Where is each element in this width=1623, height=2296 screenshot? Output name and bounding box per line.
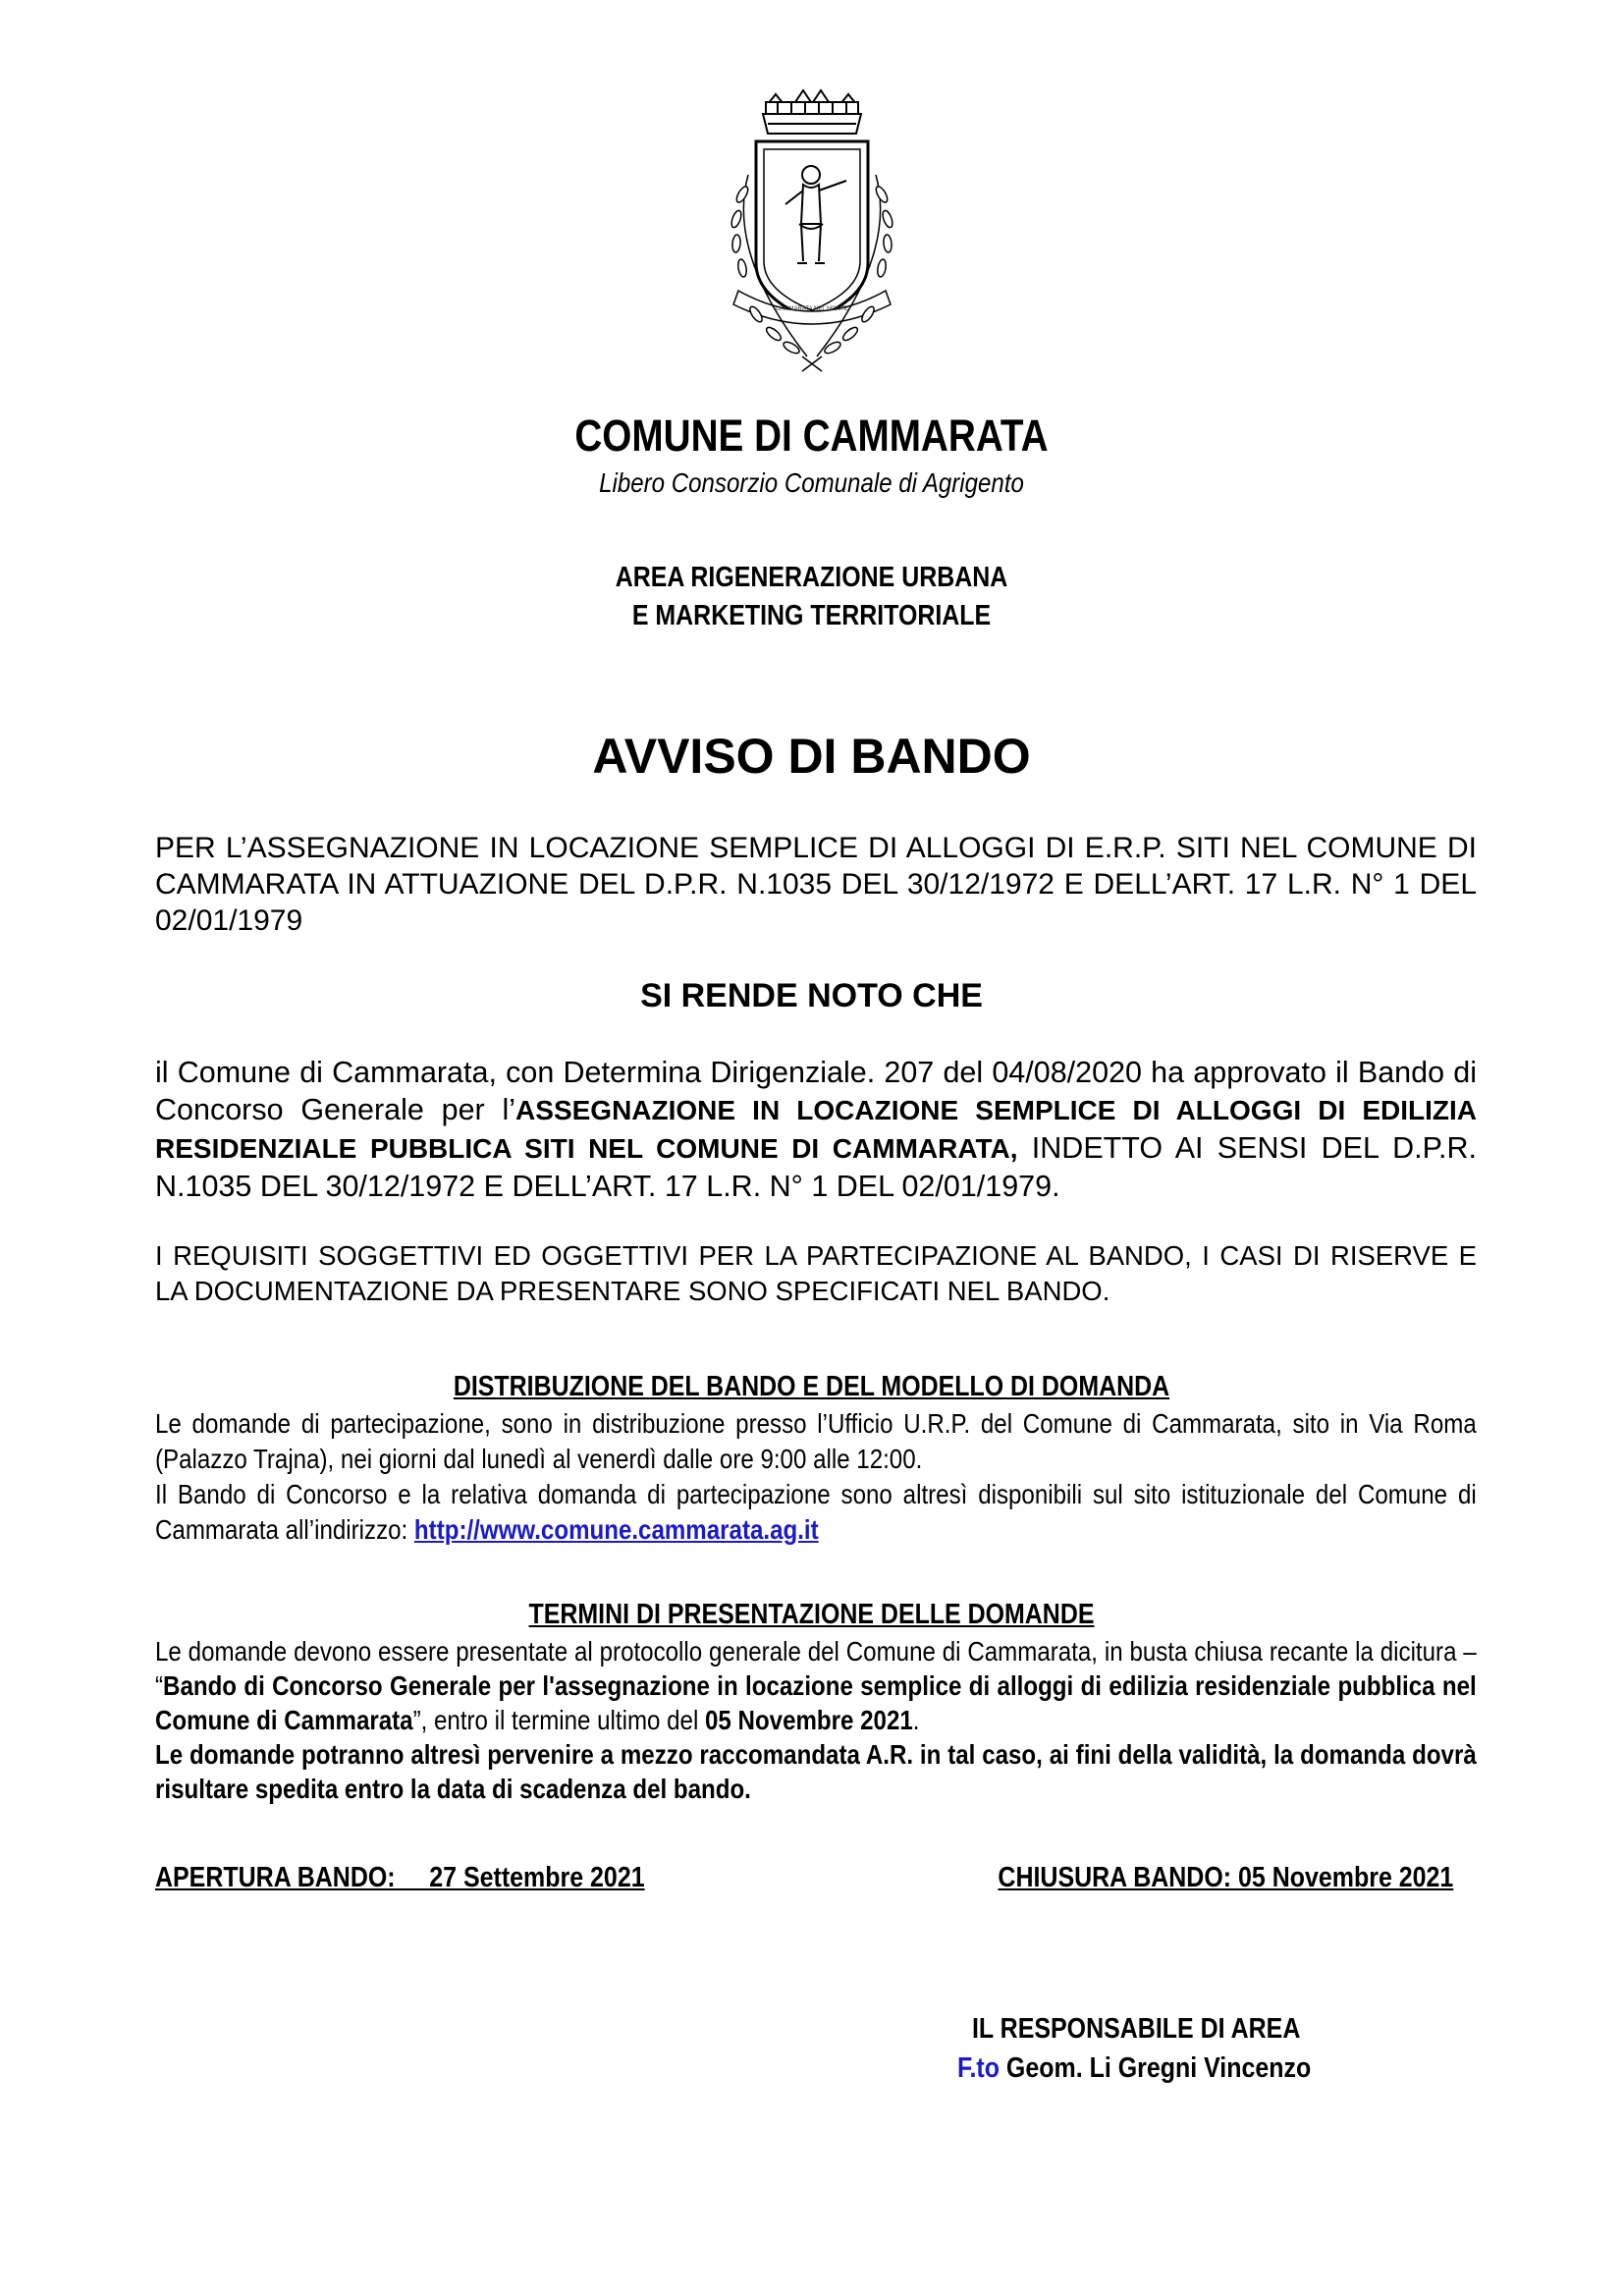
terms-text-a: Le domande devono essere presentate al protocollo generale del Comune di Cammarata, in busta chiusa recante la dicitura – “ [155,1636,1477,1701]
notice-body [155,1054,1477,1205]
notice-title: AVVISO DI BANDO [592,729,1031,784]
coat-of-arms-emblem [709,86,915,381]
org-title: COMUNE DI CAMMARATA [574,410,1049,461]
website-link[interactable]: http://www.comune.cammarata.ag.it [413,1514,819,1545]
distribution-paragraph-2-text: Il Bando di Concorso e la relativa domanda di partecipazione sono altresì disponibili sul sito istituzionale del Comune di Cammarata all’indirizzo: [155,1479,1477,1545]
terms-paragraph-2 [155,1737,1477,1806]
signature-name-text: Geom. Li Gregni Vincenzo [999,2052,1312,2084]
terms-text-bold: Bando di Concorso Generale per l'assegnazione in locazione semplice di alloggi di edilizia residenziale pubblica nel Comune di Cammarata [155,1670,1477,1735]
terms-text-c: . [912,1705,920,1735]
terms-deadline: 05 Novembre 2021 [705,1705,913,1735]
distribution-title: DISTRIBUZIONE DEL BANDO E DEL MODELLO DI DOMANDA [453,1371,1170,1402]
signature-name-line [957,2052,1311,2085]
terms-text [155,1634,1477,1806]
opening-date: APERTURA BANDO: 27 Settembre 2021 [155,1862,645,1893]
notice-body-intro: il Comune di Cammarata, con Determina Dirigenziale. 207 del 04/08/2020 ha approvato il Bando di Concorso Generale per l’ [155,1056,1477,1126]
org-subtitle: Libero Consorzio Comunale di Agrigento [599,467,1024,498]
closing-date: CHIUSURA BANDO: 05 Novembre 2021 [998,1862,1454,1893]
area-name-line2: E MARKETING TERRITORIALE [631,600,992,631]
requirements-text: I REQUISITI SOGGETTIVI ED OGGETTIVI PER LA PARTECIPAZIONE AL BANDO, I CASI DI RISERVE E LA DOCUMENTAZIONE DA PRESENTARE SONO SPECIFICATI NEL BANDO. [155,1240,1477,1306]
distribution-paragraph-2 [155,1477,1477,1548]
distribution-text [155,1406,1477,1548]
area-name-line1: AREA RIGENERAZIONE URBANA [615,562,1008,593]
terms-text-b: ”, entro il termine ultimo del [412,1705,706,1735]
notice-body-tail: INDETTO AI SENSI DEL D.P.R. N.1035 DEL 30/12/1972 E DELL’ART. 17 L.R. N° 1 DEL 02/01/1979. [155,1131,1477,1203]
crest-motto: CAMMARATA NEL MONTE [776,306,848,312]
notice-heading: SI RENDE NOTO CHE [640,977,983,1014]
terms-title: TERMINI DI PRESENTAZIONE DELLE DOMANDE [528,1599,1095,1630]
notice-subject: PER L’ASSEGNAZIONE IN LOCAZIONE SEMPLICE DI ALLOGGI DI E.R.P. SITI NEL COMUNE DI CAMMARATA IN ATTUAZIONE DEL D.P.R. N.1035 DEL 30/12/1972 E DELL’ART. 17 L.R. N° 1 DEL 02/01/1979 [155,832,1477,937]
distribution-paragraph-1: Le domande di partecipazione, sono in distribuzione presso l’Ufficio U.R.P. del Comune di Cammarata, sito in Via Roma (Palazzo Trajna), nei giorni dal lunedì al venerdì dalle ore 9:00 alle 12:00. [155,1408,1477,1474]
notice-body-bold: ASSEGNAZIONE IN LOCAZIONE SEMPLICE DI ALLOGGI DI EDILIZIA RESIDENZIALE PUBBLICA SITI NEL COMUNE DI CAMMARATA, [155,1095,1477,1164]
signature-fto: F.to [957,2052,1000,2084]
signature-role-text: IL RESPONSABILE DI AREA [972,2013,1301,2045]
terms-raccomandata: Le domande potranno altresì pervenire a mezzo raccomandata A.R. in tal caso, ai fini della validità, la domanda dovrà risultare spedita entro la data di scadenza del bando. [155,1739,1477,1804]
terms-paragraph-1 [155,1634,1477,1737]
